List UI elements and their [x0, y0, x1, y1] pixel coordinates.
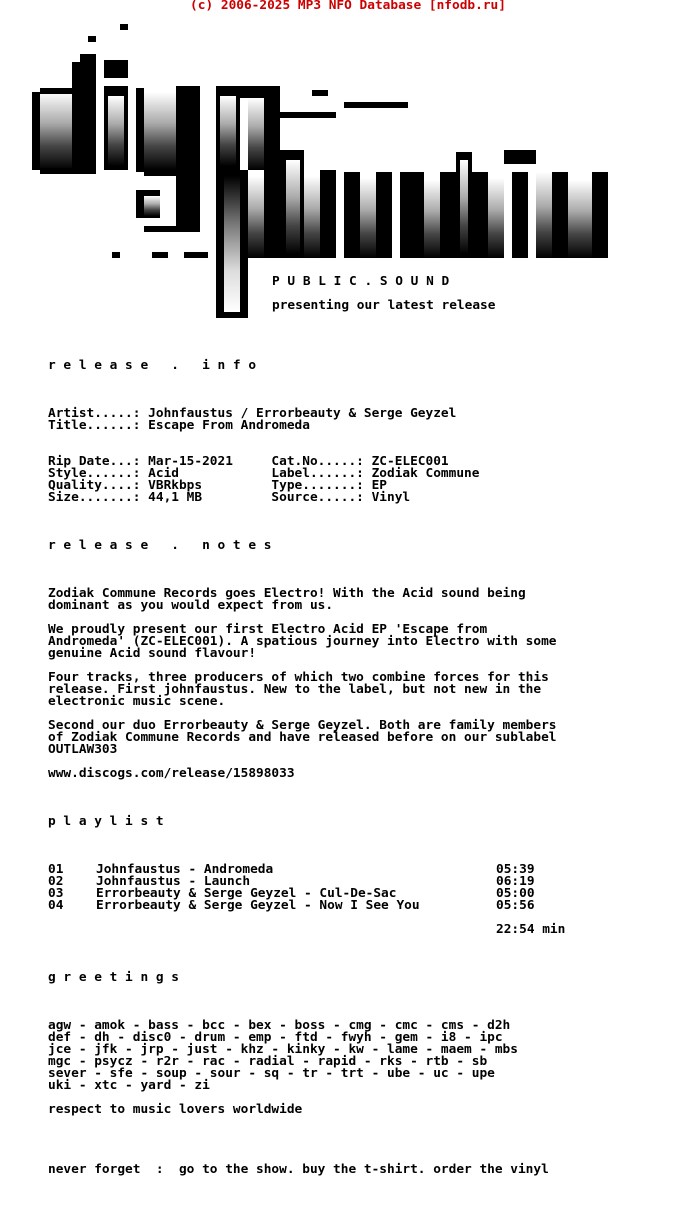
logo-tagline: presenting our latest release — [272, 298, 496, 313]
discogs-link[interactable]: www.discogs.com/release/15898033 — [48, 766, 295, 781]
notes-line: OUTLAW303 — [48, 742, 118, 757]
track-title: Johnfaustus - Andromeda — [96, 862, 274, 877]
notes-line: We proudly present our first Electro Acid EP 'Escape from — [48, 622, 488, 637]
section-playlist: p l a y l i s t — [48, 814, 164, 829]
info-title: Title......: Escape From Andromeda — [48, 418, 310, 433]
track-time: 05:00 — [496, 886, 535, 901]
info-row-1: Rip Date...: Mar-15-2021 Cat.No.....: ZC-ELEC001 — [48, 454, 449, 469]
info-row-3: Quality....: VBRkbps Type.......: EP — [48, 478, 387, 493]
info-row-4: Size.......: 44,1 MB Source.....: Vinyl — [48, 490, 411, 505]
track-number: 03 — [48, 886, 64, 901]
track-title: Errorbeauty & Serge Geyzel - Now I See You — [96, 898, 420, 913]
track-time: 06:19 — [496, 874, 535, 889]
greetings-line: agw - amok - bass - bcc - bex - boss - cmg - cmc - cms - d2h — [48, 1018, 511, 1033]
footer-motto: never forget : go to the show. buy the t-shirt. order the vinyl — [48, 1162, 549, 1177]
track-title: Johnfaustus - Launch — [96, 874, 251, 889]
total-time: 22:54 min — [496, 922, 566, 937]
respect-line: respect to music lovers worldwide — [48, 1102, 303, 1117]
greetings-line: def - dh - disc0 - drum - emp - ftd - fwyh - gem - i8 - ipc — [48, 1030, 503, 1045]
notes-line: Four tracks, three producers of which two combine forces for this — [48, 670, 549, 685]
section-release-notes: r e l e a s e . n o t e s — [48, 538, 272, 553]
nfodb-header: (c) 2006-2025 MP3 NFO Database [nfodb.ru] — [190, 0, 506, 13]
notes-line: electronic music scene. — [48, 694, 226, 709]
info-row-2: Style......: Acid Label......: Zodiak Commune — [48, 466, 480, 481]
track-number: 02 — [48, 874, 64, 889]
notes-line: Zodiak Commune Records goes Electro! With the Acid sound being — [48, 586, 526, 601]
track-number: 04 — [48, 898, 64, 913]
notes-line: release. First johnfaustus. New to the label, but not new in the — [48, 682, 542, 697]
info-artist: Artist.....: Johnfaustus / Errorbeauty & Serge Geyzel — [48, 406, 457, 421]
logo-subtitle: P U B L I C . S O U N D — [272, 274, 450, 289]
notes-line: genuine Acid sound flavour! — [48, 646, 257, 661]
track-number: 01 — [48, 862, 64, 877]
notes-line: Second our duo Errorbeauty & Serge Geyzel. Both are family members — [48, 718, 557, 733]
greetings-line: jce - jfk - jrp - just - khz - kinky - kw - lame - maem - mbs — [48, 1042, 518, 1057]
notes-line: Andromeda' (ZC-ELEC001). A spatious journey into Electro with some — [48, 634, 557, 649]
greetings-line: mgc - psycz - r2r - rac - radial - rapid - rks - rtb - sb — [48, 1054, 488, 1069]
notes-line: dominant as you would expect from us. — [48, 598, 334, 613]
greetings-line: uki - xtc - yard - zi — [48, 1078, 210, 1093]
track-time: 05:39 — [496, 862, 535, 877]
notes-line: of Zodiak Commune Records and have released before on our sublabel — [48, 730, 557, 745]
section-release-info: r e l e a s e . i n f o — [48, 358, 257, 373]
greetings-line: sever - sfe - soup - sour - sq - tr - trt - ube - uc - upe — [48, 1066, 495, 1081]
section-greetings: g r e e t i n g s — [48, 970, 179, 985]
track-time: 05:56 — [496, 898, 535, 913]
track-title: Errorbeauty & Serge Geyzel - Cul-De-Sac — [96, 886, 397, 901]
